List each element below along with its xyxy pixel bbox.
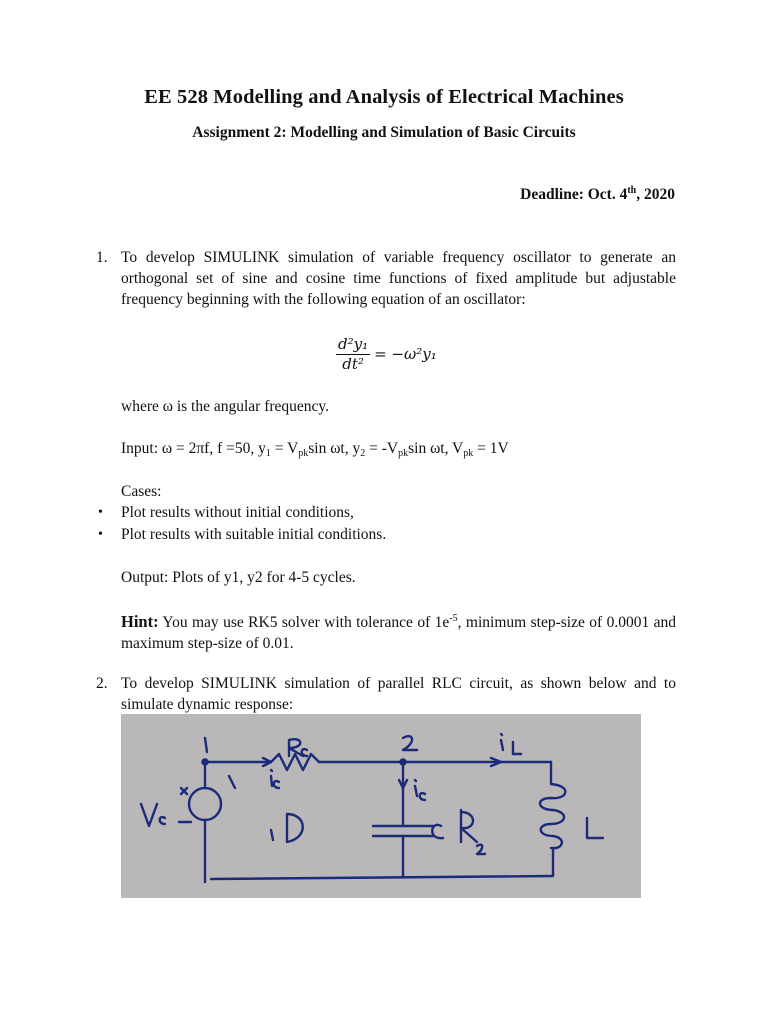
deadline-superscript: th (627, 185, 637, 196)
deadline-suffix: , 2020 (636, 186, 675, 204)
output-text: Output: Plots of y1, y2 for 4-5 cycles. (121, 569, 356, 586)
equation-denominator: dt² (342, 354, 364, 373)
where-text: where ω is the angular frequency. (121, 398, 330, 415)
bullet-1: • (98, 505, 103, 520)
page-subtitle: Assignment 2: Modelling and Simulation of Basic Circuits (192, 124, 576, 141)
oscillator-equation (336, 334, 437, 374)
question-2-number: 2. (96, 675, 108, 692)
case-item-1: Plot results without initial conditions, (121, 504, 354, 521)
bullet-2: • (98, 527, 103, 542)
question-1-number: 1. (96, 249, 108, 266)
page-title: EE 528 Modelling and Analysis of Electrical Machines (144, 86, 624, 108)
hint-label: Hint: (121, 612, 159, 631)
input-line: Input: ω = 2πf, f =50, $y_1 = V_{pk}\sin$ ωt, $y_2 = -V_{pk}\sin$ ωt, $V_{pk} = 1V$ (121, 440, 509, 459)
hint-paragraph: Hint: You may use RK5 solver with tolerance of $1e^{-5}$, minimum step-size of 0.0001 and maximum step-size of 0.01. (121, 612, 676, 652)
case-item-2: Plot results with suitable initial conditions. (121, 526, 387, 543)
rlc-circuit-photo (121, 714, 641, 898)
question-2-intro: To develop SIMULINK simulation of parallel RLC circuit, as shown below and to simulate dynamic response: (121, 675, 676, 713)
cases-label: Cases: (121, 483, 162, 500)
deadline (520, 185, 675, 204)
equation-fraction (336, 336, 370, 373)
deadline-prefix: Deadline: Oct. 4 (520, 186, 628, 204)
rlc-circuit-sketch (121, 714, 641, 898)
equation-numerator: d²y₁ (338, 334, 369, 353)
question-1-intro: To develop SIMULINK simulation of variable frequency oscillator to generate an orthogonal set of sine and cosine time functions of fixed amplitude but adjustable frequency beginning with the following equation of an oscillator: (121, 249, 676, 308)
equation-rhs: = −ω²y₁ (374, 345, 437, 363)
